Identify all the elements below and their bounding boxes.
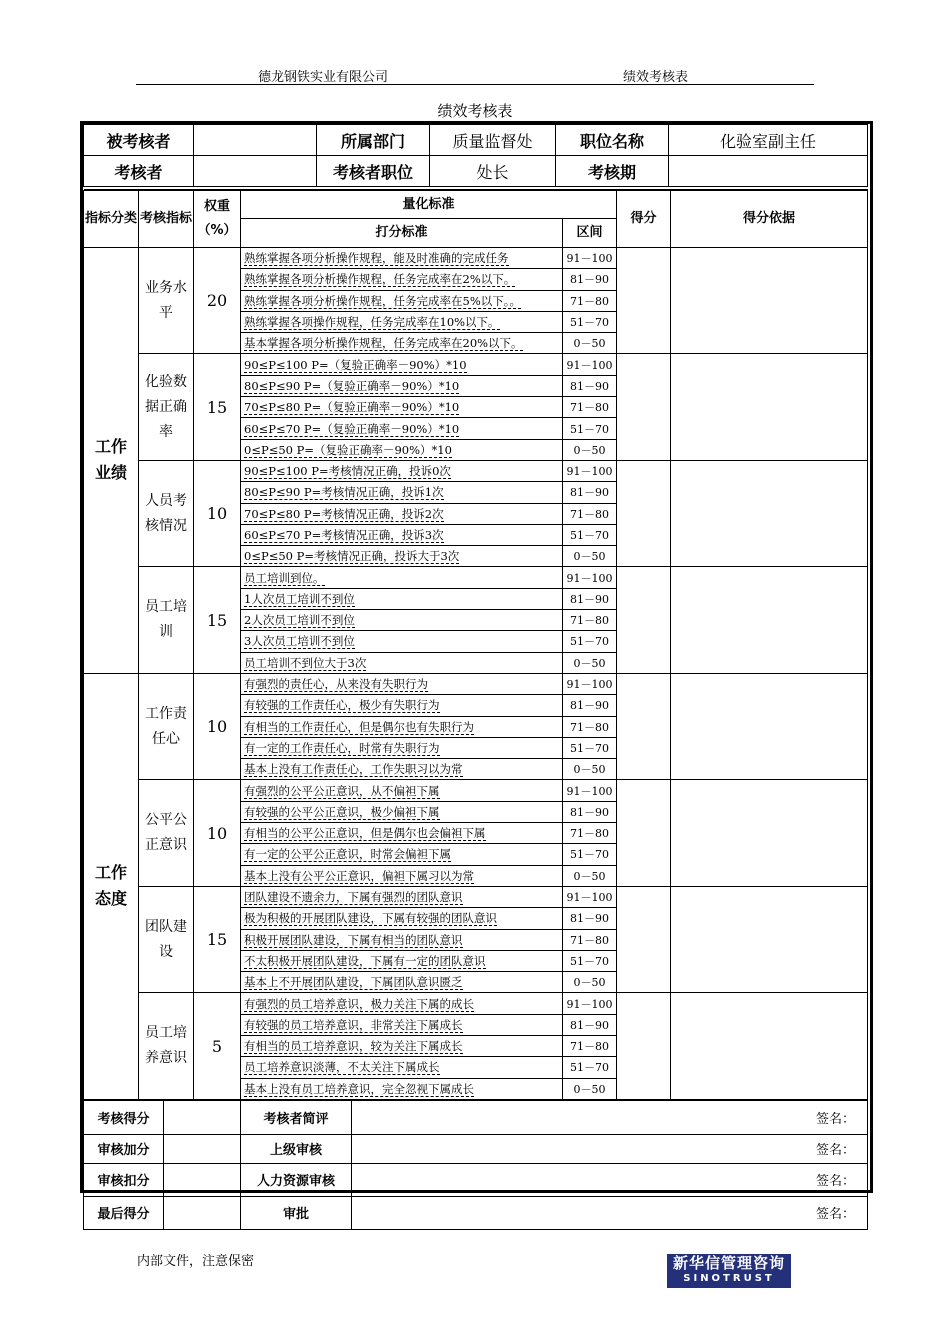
score-basis-cell[interactable] [671,886,868,992]
criterion-text [241,737,563,758]
criterion-text-value: 3人次员工培训不到位 [244,634,355,649]
header-rule [136,84,814,85]
review-row [84,1100,868,1134]
score-cell[interactable] [617,673,671,779]
criterion-text [241,908,563,929]
criterion-text-value: 有相当的工作责任心，但是偶尔也有失职行为 [244,719,474,734]
review-table [83,1100,868,1230]
col-header-category: 指标分类 [84,191,139,248]
indicator-weight: 10 [194,673,241,779]
criterion-text-value: 0≤P≤50 P=（复验正确率－90%）*10 [244,442,452,457]
review-row-section: 审批 [241,1196,352,1229]
indicator-name: 公平公正意识 [139,780,194,886]
col-header-basis: 得分依据 [671,191,868,248]
criterion-range: 71－80 [563,929,617,950]
criterion-range: 51－70 [563,524,617,545]
criterion-text-value: 基本上没有工作责任心，工作失职习以为常 [244,762,463,777]
criterion-text [241,652,563,673]
sinotrust-logo [667,1254,791,1288]
criterion-text-value: 有较强的员工培养意识，非常关注下属成长 [244,1017,463,1032]
criterion-range: 71－80 [563,290,617,311]
criterion-text-value: 熟练掌握各项分析操作规程，任务完成率在5%以下。。 [244,293,521,308]
page-title: 绩效考核表 [437,102,513,120]
criterion-range: 81－90 [563,482,617,503]
criterion-text-value: 有强烈的员工培养意识，极力关注下属的成长 [244,996,474,1011]
criterion-range: 51－70 [563,844,617,865]
col-header-weight: 权重（%） [194,191,241,248]
assessor-position-value: 处长 [430,156,556,187]
assessee-value [194,125,317,156]
criterion-range: 0－50 [563,546,617,567]
criterion-text [241,524,563,545]
criterion-range: 71－80 [563,1035,617,1056]
criterion-text-value: 80≤P≤90 P=考核情况正确，投诉1次 [244,485,444,500]
criterion-range: 91－100 [563,248,617,269]
criterion-text [241,248,563,269]
review-row [84,1134,868,1163]
criterion-range: 0－50 [563,865,617,886]
period-label: 考核期 [556,156,669,187]
period-value [669,156,868,187]
criterion-text [241,972,563,993]
criteria-row [84,248,868,269]
criteria-row [84,886,868,907]
criterion-text [241,865,563,886]
criterion-text-value: 90≤P≤100 P=（复验正确率－90%）*10 [244,357,467,372]
criterion-text [241,610,563,631]
criterion-text-value: 极为积极的开展团队建设，下属有较强的团队意识 [244,911,497,926]
criterion-range: 0－50 [563,652,617,673]
criterion-range: 91－100 [563,460,617,481]
criterion-text [241,397,563,418]
criterion-range: 51－70 [563,950,617,971]
criterion-text [241,844,563,865]
criterion-text [241,588,563,609]
criterion-text [241,546,563,567]
criterion-text [241,290,563,311]
criterion-text [241,759,563,780]
signature-field[interactable]: 签名： [352,1100,868,1134]
criterion-text-value: 90≤P≤100 P=考核情况正确，投诉0次 [244,464,451,479]
criterion-text-value: 有强烈的责任心，从来没有失职行为 [244,677,428,692]
criterion-text-value: 基本上不开展团队建设，下属团队意识匮乏 [244,975,463,990]
criterion-range: 81－90 [563,588,617,609]
criterion-text-value: 熟练掌握各项操作规程，任务完成率在10%以下。 [244,315,500,330]
criterion-text-value: 70≤P≤80 P=（复验正确率－90%）*10 [244,400,460,415]
dept-label: 所属部门 [317,125,430,156]
criterion-range: 91－100 [563,354,617,375]
indicator-weight: 10 [194,780,241,886]
criterion-text-value: 1人次员工培训不到位 [244,591,355,606]
criterion-text [241,801,563,822]
indicator-name: 员工培养意识 [139,993,194,1099]
indicator-weight: 15 [194,354,241,460]
position-label: 职位名称 [556,125,669,156]
score-basis-cell[interactable] [671,248,868,354]
assessor-position-label: 考核者职位 [317,156,430,187]
indicator-name: 员工培训 [139,567,194,673]
score-basis-cell[interactable] [671,673,868,779]
score-basis-cell[interactable] [671,567,868,673]
indicator-weight: 5 [194,993,241,1099]
review-row-label: 审核扣分 [84,1163,164,1196]
review-row-label: 考核得分 [84,1100,164,1134]
col-header-score: 得分 [617,191,671,248]
score-basis-cell[interactable] [671,354,868,460]
criterion-range: 0－50 [563,439,617,460]
criterion-text-value: 有较强的工作责任心，极少有失职行为 [244,698,440,713]
criterion-range: 81－90 [563,269,617,290]
criterion-range: 91－100 [563,567,617,588]
criterion-range: 0－50 [563,1078,617,1099]
criteria-row [84,567,868,588]
criterion-text-value: 基本掌握各项分析操作规程，任务完成率在20%以下。 [244,336,523,351]
criterion-range: 81－90 [563,375,617,396]
criterion-text [241,780,563,801]
indicator-weight: 20 [194,248,241,354]
criterion-range: 91－100 [563,886,617,907]
indicator-name: 业务水平 [139,248,194,354]
criterion-text [241,269,563,290]
criterion-text-value: 0≤P≤50 P=考核情况正确，投诉大于3次 [244,549,460,564]
criterion-text [241,993,563,1014]
criterion-range: 91－100 [563,993,617,1014]
signature-field[interactable]: 签名： [352,1196,868,1229]
signature-field[interactable]: 签名： [352,1163,868,1196]
criterion-range: 71－80 [563,716,617,737]
criterion-text [241,482,563,503]
col-header-indicator: 考核指标 [139,191,194,248]
criterion-text-value: 积极开展团队建设，下属有相当的团队意识 [244,932,463,947]
criterion-text-value: 60≤P≤70 P=考核情况正确，投诉3次 [244,528,444,542]
criterion-text-value: 60≤P≤70 P=（复验正确率－90%）*10 [244,421,460,436]
criterion-text-value: 有较强的公平公正意识，极少偏袒下属 [244,804,440,819]
criterion-text [241,1057,563,1078]
review-row-value[interactable] [164,1196,241,1229]
criterion-range: 81－90 [563,695,617,716]
logo-en: SINOTRUST [683,1273,775,1284]
score-cell[interactable] [617,248,671,354]
info-table [83,124,868,190]
criterion-range: 81－90 [563,1014,617,1035]
criteria-row [84,460,868,481]
criterion-text [241,567,563,588]
score-cell[interactable] [617,354,671,460]
criterion-text [241,460,563,481]
review-row [84,1196,868,1229]
score-basis-cell[interactable] [671,460,868,566]
col-header-scoring: 打分标准 [241,219,563,248]
criterion-range: 0－50 [563,333,617,354]
criterion-text-value: 2人次员工培训不到位 [244,613,355,628]
position-value: 化验室副主任 [669,125,868,156]
criterion-range: 51－70 [563,737,617,758]
indicator-weight: 15 [194,886,241,992]
criterion-text-value: 员工培养意识淡薄，不太关注下属成长 [244,1060,440,1075]
review-row-section: 人力资源审核 [241,1163,352,1196]
criterion-text-value: 80≤P≤90 P=（复验正确率－90%）*10 [244,378,460,393]
review-row-label: 最后得分 [84,1196,164,1229]
criterion-range: 71－80 [563,503,617,524]
criterion-text [241,631,563,652]
criterion-text [241,929,563,950]
criterion-range: 51－70 [563,631,617,652]
criterion-text [241,1078,563,1099]
criterion-text-value: 员工培训到位。 [244,570,325,585]
category-label: 工作业绩 [84,248,139,674]
criteria-row [84,780,868,801]
criterion-text [241,418,563,439]
criterion-text [241,503,563,524]
criterion-text [241,950,563,971]
score-cell[interactable] [617,886,671,992]
criterion-text [241,354,563,375]
criterion-text-value: 员工培训不到位大于3次 [244,655,367,670]
header-doc-name: 绩效考核表 [623,70,689,85]
col-header-quant: 量化标准 [241,191,617,219]
header-company: 德龙钢铁实业有限公司 [258,70,389,85]
score-basis-cell[interactable] [671,780,868,886]
criterion-range: 51－70 [563,418,617,439]
criterion-range: 51－70 [563,1057,617,1078]
assessment-form [83,124,867,1223]
criterion-text [241,311,563,332]
criterion-range: 91－100 [563,673,617,694]
criterion-text-value: 熟练掌握各项分析操作规程，任务完成率在2%以下。 [244,272,516,287]
review-row-label: 审核加分 [84,1134,164,1163]
criterion-text [241,716,563,737]
indicator-name: 人员考核情况 [139,460,194,566]
category-label: 工作态度 [84,673,139,1099]
criterion-range: 0－50 [563,972,617,993]
criterion-range: 81－90 [563,908,617,929]
review-row-section: 上级审核 [241,1134,352,1163]
criterion-range: 71－80 [563,823,617,844]
score-cell[interactable] [617,993,671,1099]
indicator-name: 化验数据正确率 [139,354,194,460]
review-row-value[interactable] [164,1163,241,1196]
score-basis-cell[interactable] [671,993,868,1099]
criterion-text-value: 不太积极开展团队建设，下属有一定的团队意识 [244,953,486,968]
signature-field[interactable]: 签名： [352,1134,868,1163]
criterion-text-value: 熟练掌握各项分析操作规程，能及时准确的完成任务 [244,251,509,266]
criterion-text-value: 有一定的工作责任心，时常有失职行为 [244,740,440,755]
criterion-text-value: 有强烈的公平公正意识，从不偏袒下属 [244,783,440,798]
criterion-range: 91－100 [563,780,617,801]
criterion-range: 0－50 [563,759,617,780]
criteria-table [83,190,868,1100]
review-row-value[interactable] [164,1134,241,1163]
score-cell[interactable] [617,780,671,886]
criterion-text [241,695,563,716]
criteria-row [84,354,868,375]
footer-note: 内部文件，注意保密 [137,1254,255,1269]
criterion-text-value: 有相当的员工培养意识，较为关注下属成长 [244,1039,463,1054]
col-header-range: 区间 [563,219,617,248]
criteria-row [84,993,868,1014]
criterion-text-value: 团队建设不遗余力，下属有强烈的团队意识 [244,890,463,905]
criterion-range: 71－80 [563,610,617,631]
indicator-weight: 15 [194,567,241,673]
criterion-text [241,1035,563,1056]
criterion-range: 81－90 [563,801,617,822]
criterion-text [241,439,563,460]
logo-cn: 新华信管理咨询 [672,1254,785,1272]
criterion-text [241,1014,563,1035]
criterion-text-value: 有相当的公平公正意识，但是偶尔也会偏袒下属 [244,826,486,841]
indicator-weight: 10 [194,460,241,566]
criterion-text [241,886,563,907]
criterion-text [241,375,563,396]
assessor-value [194,156,317,187]
assessor-label: 考核者 [84,156,194,187]
indicator-name: 工作责任心 [139,673,194,779]
criterion-text [241,673,563,694]
criterion-text-value: 基本上没有员工培养意识，完全忽视下属成长 [244,1081,474,1096]
review-row [84,1163,868,1196]
indicator-name: 团队建设 [139,886,194,992]
review-row-value[interactable] [164,1100,241,1134]
assessee-label: 被考核者 [84,125,194,156]
criterion-text [241,333,563,354]
review-row-section: 考核者简评 [241,1100,352,1134]
criteria-row [84,673,868,694]
criterion-text-value: 有一定的公平公正意识，时常会偏袒下属 [244,847,451,862]
criterion-text [241,823,563,844]
criterion-text-value: 70≤P≤80 P=考核情况正确，投诉2次 [244,506,444,521]
criterion-text-value: 基本上没有公平公正意识，偏袒下属习以为常 [244,868,474,883]
score-cell[interactable] [617,567,671,673]
dept-value: 质量监督处 [430,125,556,156]
criterion-range: 71－80 [563,397,617,418]
score-cell[interactable] [617,460,671,566]
criterion-range: 51－70 [563,311,617,332]
